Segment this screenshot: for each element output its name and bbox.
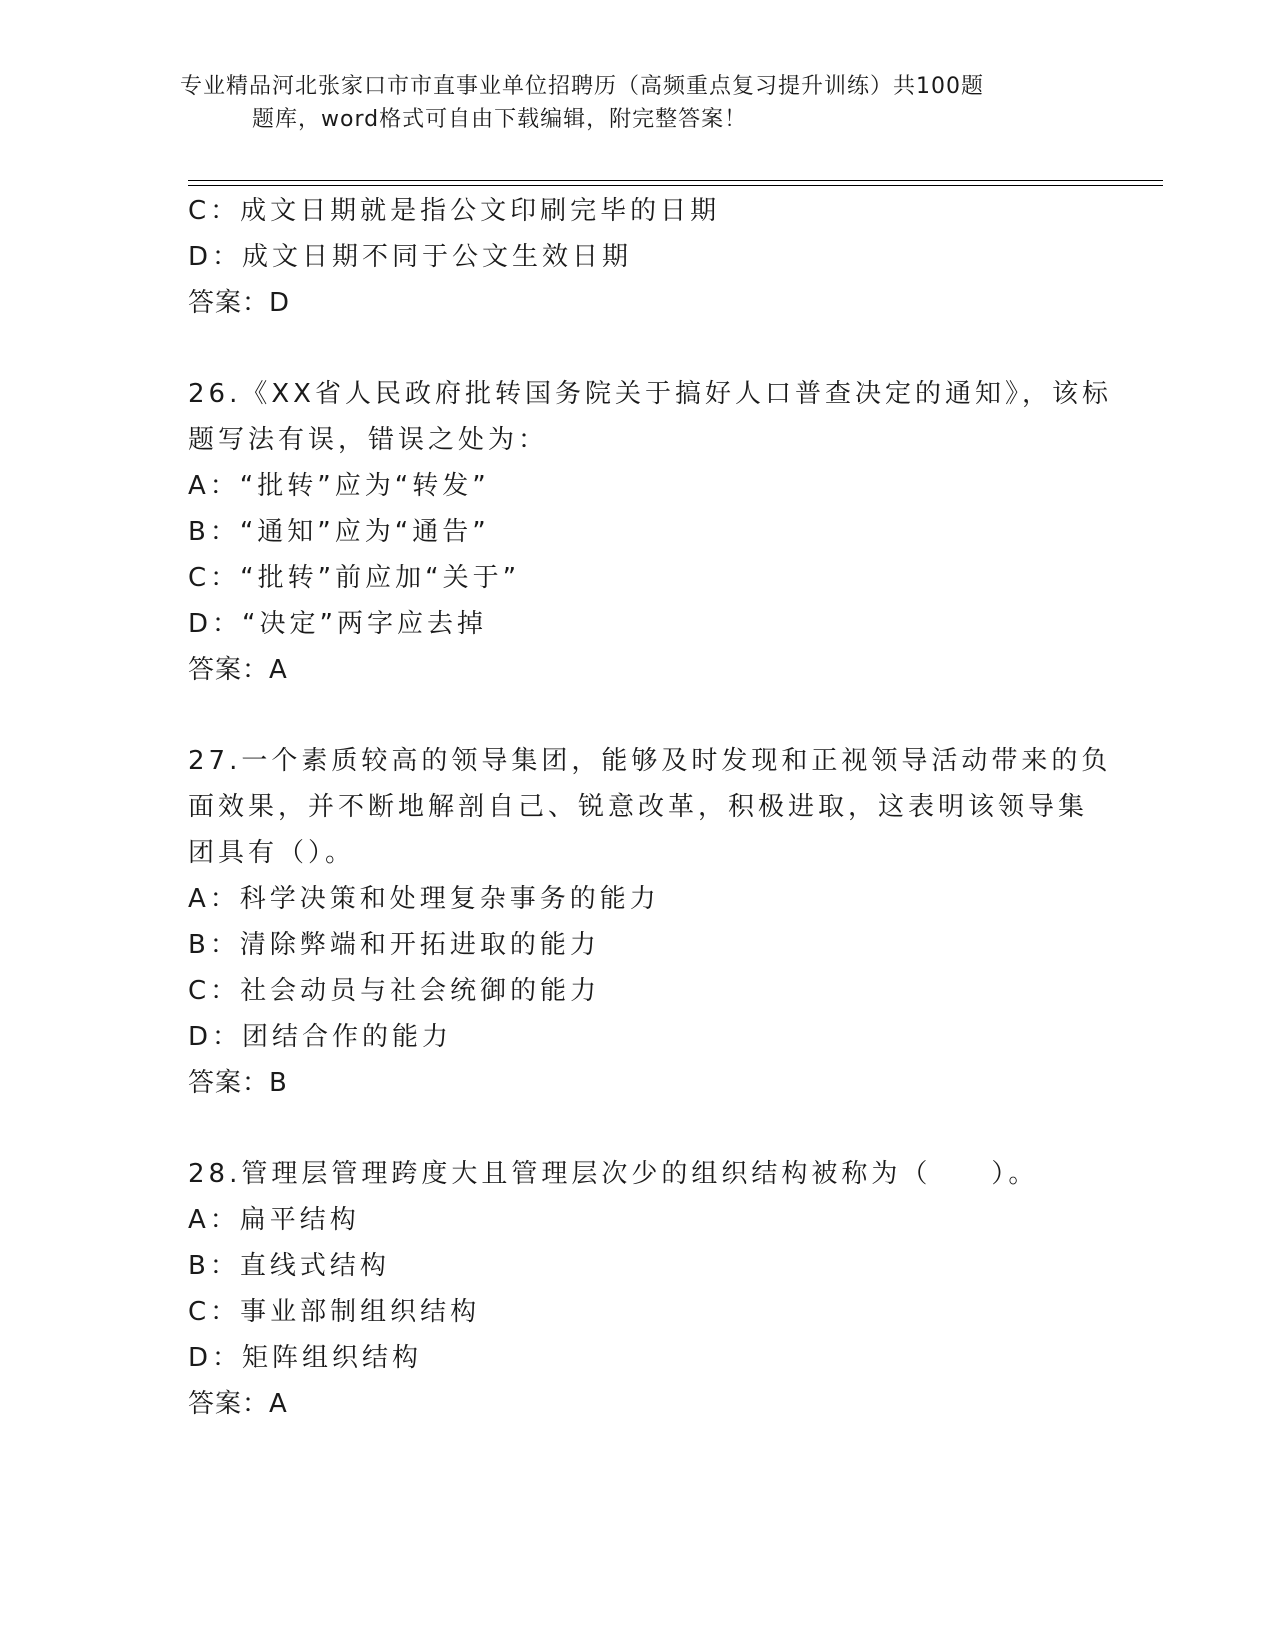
- question-text-line: 28.管理层管理跨度大且管理层次少的组织结构被称为（ ）。: [188, 1159, 1039, 1189]
- option-b: B：直线式结构: [188, 1251, 390, 1281]
- header-line-2: 题库，word格式可自由下载编辑，附完整答案！: [252, 107, 748, 132]
- option-c: C：社会动员与社会统御的能力: [188, 976, 601, 1006]
- question-list: [188, 188, 1112, 1427]
- header-rule-top: [188, 180, 1163, 181]
- question-27: [188, 738, 1112, 1106]
- answer: 答案：D: [188, 288, 291, 318]
- option-a: A：扁平结构: [188, 1205, 360, 1235]
- header-line-1: 专业精品河北张家口市市直事业单位招聘历（高频重点复习提升训练）共100题: [180, 74, 984, 99]
- option-a: A：“批转”应为“转发”: [188, 471, 490, 501]
- question-text-line: 团具有（）。: [188, 838, 356, 868]
- question-text-line: 27.一个素质较高的领导集团，能够及时发现和正视领导活动带来的负: [188, 746, 1112, 776]
- question-text-line: 26.《XX省人民政府批转国务院关于搞好人口普查决定的通知》，该标: [188, 379, 1112, 409]
- header-rule-bottom: [188, 185, 1163, 186]
- option-d: D：团结合作的能力: [188, 1022, 453, 1052]
- option-d: D：“决定”两字应去掉: [188, 609, 487, 639]
- question-text-line: 题写法有误，错误之处为：: [188, 425, 549, 455]
- option-c: C：成文日期就是指公文印刷完毕的日期: [188, 196, 721, 226]
- answer: 答案：A: [188, 1389, 288, 1419]
- question-28: [188, 1151, 1088, 1427]
- option-c: C：“批转”前应加“关于”: [188, 563, 521, 593]
- option-d: D：矩阵组织结构: [188, 1343, 423, 1373]
- question-text-line: 面效果，并不断地解剖自己、锐意改革，积极进取，这表明该领导集: [188, 792, 1089, 822]
- option-d: D：成文日期不同于公文生效日期: [188, 242, 633, 272]
- option-b: B：“通知”应为“通告”: [188, 517, 490, 547]
- document-header: [180, 70, 1080, 136]
- option-c: C：事业部制组织结构: [188, 1297, 481, 1327]
- question-25: [188, 188, 1088, 326]
- option-b: B：清除弊端和开拓进取的能力: [188, 930, 600, 960]
- answer: 答案：A: [188, 655, 288, 685]
- option-a: A：科学决策和处理复杂事务的能力: [188, 884, 660, 914]
- question-26: [188, 371, 1112, 693]
- answer: 答案：B: [188, 1068, 288, 1098]
